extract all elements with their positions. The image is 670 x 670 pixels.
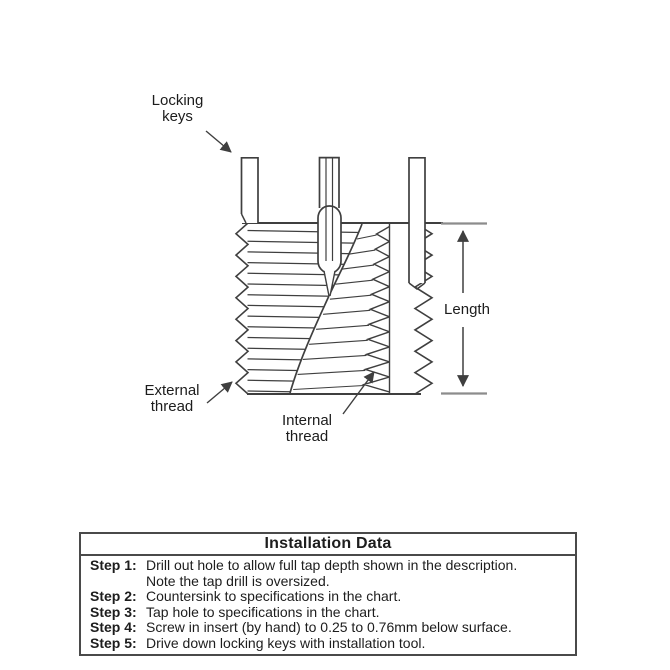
internal-thread-label	[262, 413, 352, 444]
step-text: Drive down locking keys with installation tool.	[146, 634, 426, 651]
external-thread-label-line2: thread	[150, 397, 194, 415]
locking-keys-label	[130, 93, 225, 124]
length-label	[436, 302, 498, 318]
locking-keys-label-line2: keys	[162, 107, 193, 125]
step-text: Tap hole to specifications in the chart.	[146, 603, 380, 620]
step-text	[146, 558, 571, 589]
external-thread-label-line1: External	[144, 382, 200, 399]
locking-keys-arrow	[206, 131, 231, 152]
internal-thread-label-line1: Internal	[281, 412, 333, 429]
left-locking-key	[242, 157, 259, 223]
external-thread-label	[127, 383, 217, 414]
step-label: Step 2:	[90, 588, 137, 605]
step-label: Step 3:	[90, 603, 137, 620]
installation-data-table	[79, 532, 577, 656]
table-row	[90, 558, 571, 589]
table-title: Installation Data	[81, 534, 575, 556]
table-body	[81, 556, 575, 654]
internal-thread-label-line2: thread	[285, 427, 329, 445]
locking-keys-label-line1: Locking	[151, 92, 204, 109]
step1-text: Drill out hole to allow full tap depth shown in the description.	[146, 557, 518, 573]
table-row	[90, 605, 571, 621]
right-locking-key	[409, 157, 425, 289]
table-row	[90, 620, 571, 636]
step-text: Countersink to specifications in the chart.	[146, 588, 402, 605]
step1-note: Note the tap drill is oversized.	[146, 572, 330, 589]
table-row	[90, 589, 571, 605]
step-text: Screw in insert (by hand) to 0.25 to 0.76mm below surface.	[146, 619, 512, 636]
table-row	[90, 636, 571, 652]
step-label: Step 1:	[90, 557, 137, 573]
step-label: Step 4:	[90, 619, 137, 636]
length-label-text: Length	[444, 301, 490, 318]
step-label: Step 5:	[90, 634, 137, 651]
